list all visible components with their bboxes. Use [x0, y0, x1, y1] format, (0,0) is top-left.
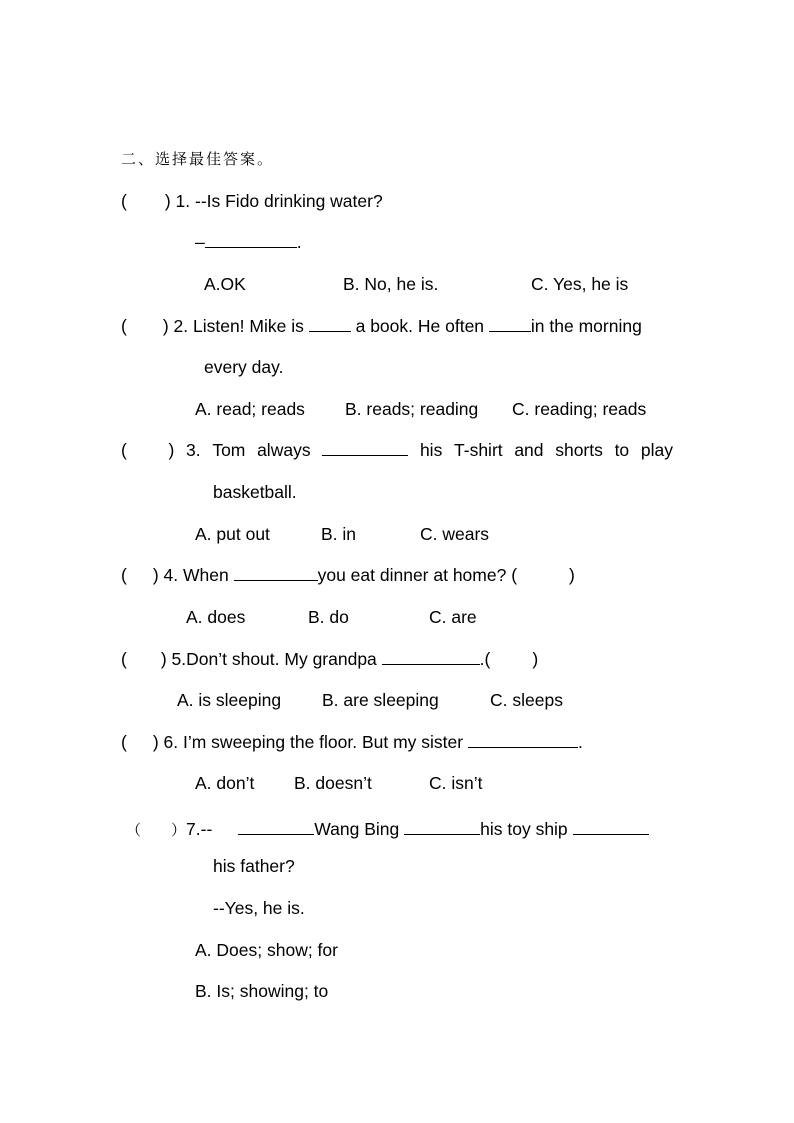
answer-paren-open: ( [121, 440, 127, 460]
word: Tom [212, 440, 246, 460]
option-a[interactable]: A.OK [204, 274, 246, 294]
blank [322, 439, 408, 456]
question-7-continuation: his father? [213, 856, 295, 876]
option-c[interactable]: C. Yes, he is [531, 274, 629, 294]
question-text: in the morning [530, 316, 642, 336]
question-1-response [195, 231, 302, 253]
option-b[interactable]: B. do [308, 607, 349, 627]
question-text: a book. He often [355, 316, 485, 336]
word: T-shirt [454, 440, 503, 460]
word: play [640, 440, 673, 460]
answer-paren-close: ) [152, 732, 159, 752]
answer-paren-close: ) [160, 649, 167, 669]
question-5 [121, 648, 538, 670]
option-b[interactable]: B. doesn’t [294, 773, 372, 793]
blank [489, 315, 531, 332]
answer-paren-close: ) [152, 565, 159, 585]
question-text: Wang Bing [314, 819, 400, 839]
option-a[interactable]: A. put out [195, 524, 270, 544]
option-a[interactable]: A. read; reads [195, 399, 305, 419]
blank [404, 818, 480, 835]
question-2-continuation: every day. [204, 357, 284, 377]
blank [234, 564, 318, 581]
option-a[interactable]: A. does [186, 607, 246, 627]
blank [382, 648, 480, 665]
period: . [479, 649, 485, 669]
answer-paren-open: ( [121, 649, 127, 669]
option-a[interactable]: A. Does; show; for [195, 940, 338, 960]
answer-paren-close: ) [162, 316, 169, 336]
option-c[interactable]: C. wears [420, 524, 490, 544]
word: and [514, 440, 544, 460]
word: 3. [186, 440, 201, 460]
question-text: you eat dinner at home? [317, 565, 507, 585]
answer-paren-open: ( [121, 191, 127, 211]
answer-paren-open: ( [511, 565, 518, 585]
question-text: 1. --Is Fido drinking water? [175, 191, 383, 211]
option-c[interactable]: C. are [429, 607, 477, 627]
option-b[interactable]: B. Is; showing; to [195, 981, 329, 1001]
period: . [577, 732, 583, 752]
question-number: 7.-- [186, 819, 213, 839]
question-4 [121, 564, 575, 586]
answer-paren-open: ( [484, 649, 491, 669]
answer-paren-close: ) [164, 191, 171, 211]
blank [573, 818, 649, 835]
option-a[interactable]: A. is sleeping [177, 690, 282, 710]
word: always [257, 440, 311, 460]
option-b[interactable]: B. in [321, 524, 357, 544]
answer-paren-open: ( [121, 732, 127, 752]
period: . [296, 232, 302, 252]
answer-paren-close: ） [171, 821, 187, 839]
question-7-answer: --Yes, he is. [213, 898, 305, 918]
question-text: 4. When [163, 565, 229, 585]
question-text: 5.Don’t shout. My grandpa [171, 649, 377, 669]
blank [309, 315, 351, 332]
answer-paren-close: ) [569, 565, 575, 585]
question-7 [126, 818, 649, 841]
word: his [419, 440, 443, 460]
question-1 [121, 190, 383, 212]
option-c[interactable]: C. isn’t [429, 773, 483, 793]
option-b[interactable]: B. reads; reading [345, 399, 479, 419]
question-2 [121, 315, 642, 337]
section-title: 二、选择最佳答案。 [121, 150, 275, 168]
option-a[interactable]: A. don’t [195, 773, 255, 793]
option-b[interactable]: B. are sleeping [322, 690, 439, 710]
word: shorts [555, 440, 603, 460]
blank [468, 731, 578, 748]
answer-paren-close: ) [168, 440, 175, 460]
answer-paren-open: ( [121, 565, 127, 585]
question-6 [121, 731, 583, 753]
question-text: 2. Listen! Mike is [173, 316, 304, 336]
question-text: his toy ship [480, 819, 568, 839]
blank [205, 231, 297, 248]
option-c[interactable]: C. sleeps [490, 690, 563, 710]
dash: – [195, 232, 205, 252]
blank [238, 818, 314, 835]
option-b[interactable]: B. No, he is. [343, 274, 439, 294]
answer-paren-close: ) [532, 649, 539, 669]
answer-paren-open: （ [126, 821, 142, 839]
word: to [614, 440, 630, 460]
question-3 [121, 439, 673, 461]
answer-paren-open: ( [121, 316, 127, 336]
question-3-continuation: basketball. [213, 482, 297, 502]
question-text: 6. I’m sweeping the floor. But my sister [163, 732, 464, 752]
option-c[interactable]: C. reading; reads [512, 399, 647, 419]
